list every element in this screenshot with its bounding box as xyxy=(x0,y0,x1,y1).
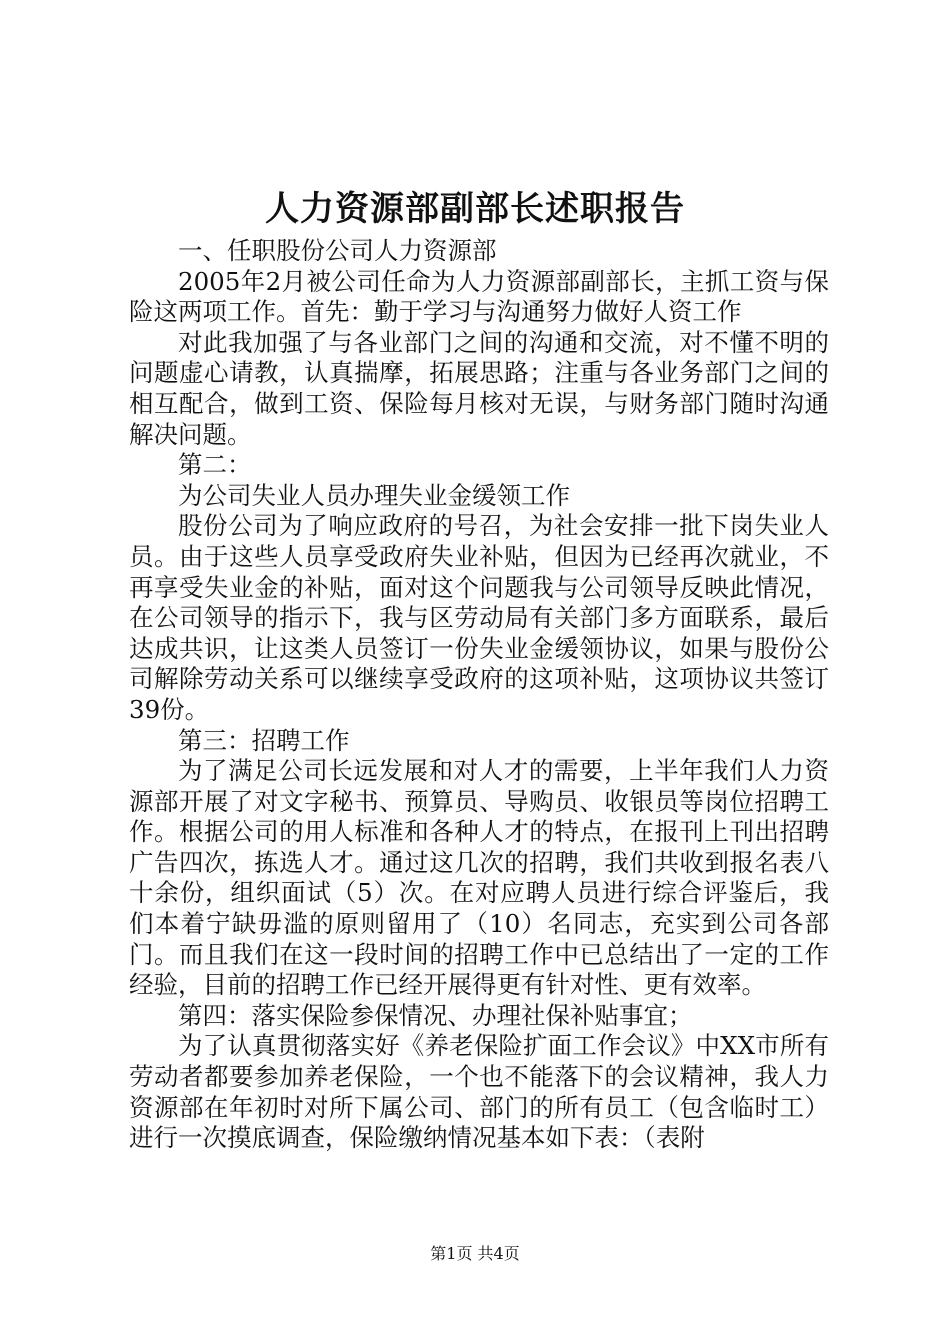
paragraph-section-three-heading: 第三：招聘工作 xyxy=(178,725,350,755)
document-body xyxy=(129,236,829,1154)
paragraph-insurance: 为了认真贯彻落实好《养老保险扩面工作会议》中XX市所有劳动者都要参加养老保险，一个也不能落下的会议精神，我人力资源部在年初时对所下属公司、部门的所有员工（包含临时工）进行一次摸底调查，保险缴纳情况基本如下表：（表附 xyxy=(129,1031,829,1153)
paragraph-section-one-heading: 一、任职股份公司人力资源部 xyxy=(178,236,497,265)
document-title: 人力资源部副部长述职报告 xyxy=(265,189,685,229)
paragraph-recruitment: 为了满足公司长远发展和对人才的需要，上半年我们人力资源部开展了对文字秘书、预算员、导购员、收银员等岗位招聘工作。根据公司的用人标准和各种人才的特点，在报刊上刊出招聘广告四次，拣选人才。通过这几次的招聘，我们共收到报名表八十余份，组织面试（5）次。在对应聘人员进行综合评鉴后，我们本着宁缺毋滥的原则留用了（10）名同志，充实到公司各部门。而且我们在这一段时间的招聘工作中已总结出了一定的工作经验，目前的招聘工作已经开展得更有针对性、更有效率。 xyxy=(129,756,829,1000)
paragraph-section-two-subtitle: 为公司失业人员办理失业金缓领工作 xyxy=(178,480,570,510)
paragraph-appointment: 2005年2月被公司任命为人力资源部副部长，主抓工资与保险这两项工作。首先：勤于学习与沟通努力做好人资工作 xyxy=(129,266,829,327)
paragraph-unemployment-benefit: 股份公司为了响应政府的号召，为社会安排一批下岗失业人员。由于这些人员享受政府失业补贴，但因为已经再次就业，不再享受失业金的补贴，面对这个问题我与公司领导反映此情况，在公司领导的指示下，我与区劳动局有关部门多方面联系，最后达成共识，让这类人员签订一份失业金缓领协议，如果与股份公司解除劳动关系可以继续享受政府的这项补贴，这项协议共签订39份。 xyxy=(129,511,829,724)
paragraph-communication: 对此我加强了与各业部门之间的沟通和交流，对不懂不明的问题虚心请教，认真揣摩，拓展思路；注重与各业务部门之间的相互配合，做到工资、保险每月核对无误，与财务部门随时沟通解决问题。 xyxy=(129,327,829,449)
page-indicator: 第1页 共4页 xyxy=(430,1244,520,1263)
paragraph-section-two-heading: 第二： xyxy=(178,450,252,480)
paragraph-section-four-heading: 第四：落实保险参保情况、办理社保补贴事宜； xyxy=(178,1000,693,1030)
